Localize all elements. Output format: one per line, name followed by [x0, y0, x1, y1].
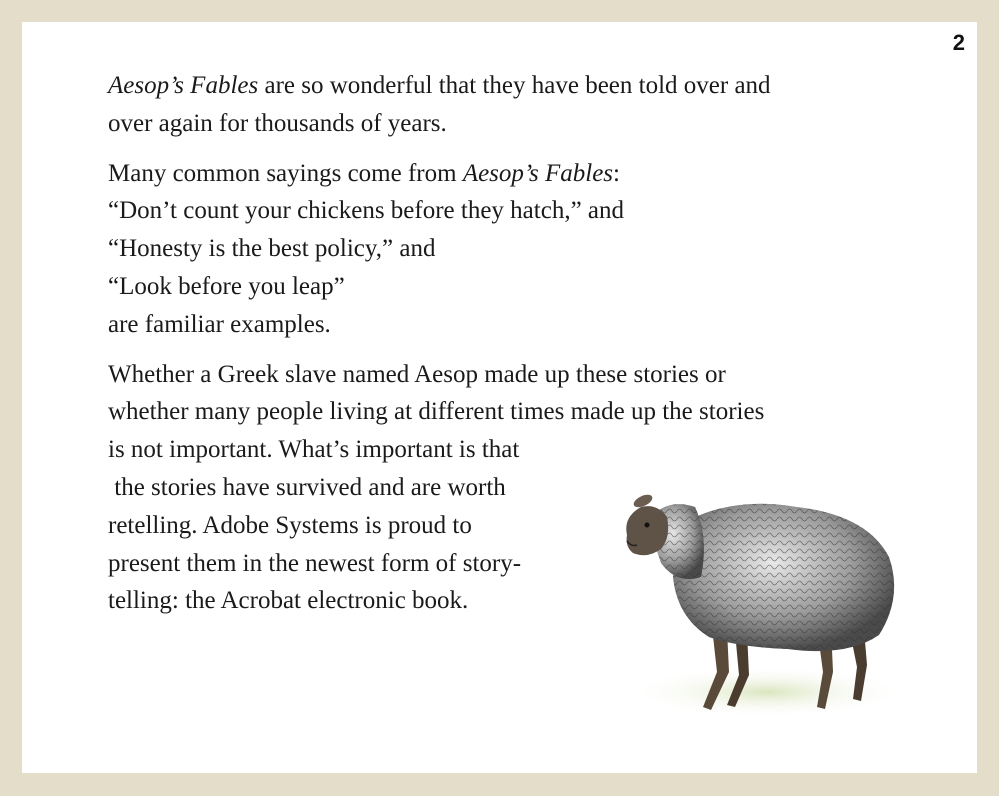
text-fragment: Many common sayings come from	[108, 159, 463, 187]
text-line: are familiar examples.	[108, 310, 331, 338]
text-line: whether many people living at different times made up the stories	[108, 398, 765, 426]
text-line: retelling. Adobe Systems is proud to	[108, 511, 472, 539]
book-title-italic: Aesop’s Fables	[108, 72, 259, 99]
text-line: over again for thousands of years.	[108, 109, 447, 137]
text-line: telling: the Acrobat electronic book.	[108, 587, 469, 615]
text-line: “Look before you leap”	[108, 272, 345, 300]
text-fragment: :	[613, 159, 620, 187]
text-fragment: are so wonderful that they have been told over and	[258, 72, 771, 99]
text-line	[108, 67, 888, 105]
sheep-illustration	[617, 467, 917, 727]
text-line: “Honesty is the best policy,” and	[108, 235, 436, 263]
text-line: present them in the newest form of story-	[108, 549, 522, 577]
text-line: “Don’t count your chickens before they hatch,” and	[108, 197, 625, 225]
paragraph-sayings	[108, 155, 888, 344]
page-number: 2	[952, 30, 965, 55]
book-page	[22, 22, 977, 773]
text-line: the stories have survived and are worth	[108, 473, 506, 501]
book-title-italic: Aesop’s Fables	[462, 159, 614, 187]
text-line	[108, 155, 888, 193]
paragraph-intro	[108, 67, 888, 143]
text-line: is not important. What’s important is that	[108, 436, 520, 464]
text-line: Whether a Greek slave named Aesop made up these stories or	[108, 360, 726, 388]
